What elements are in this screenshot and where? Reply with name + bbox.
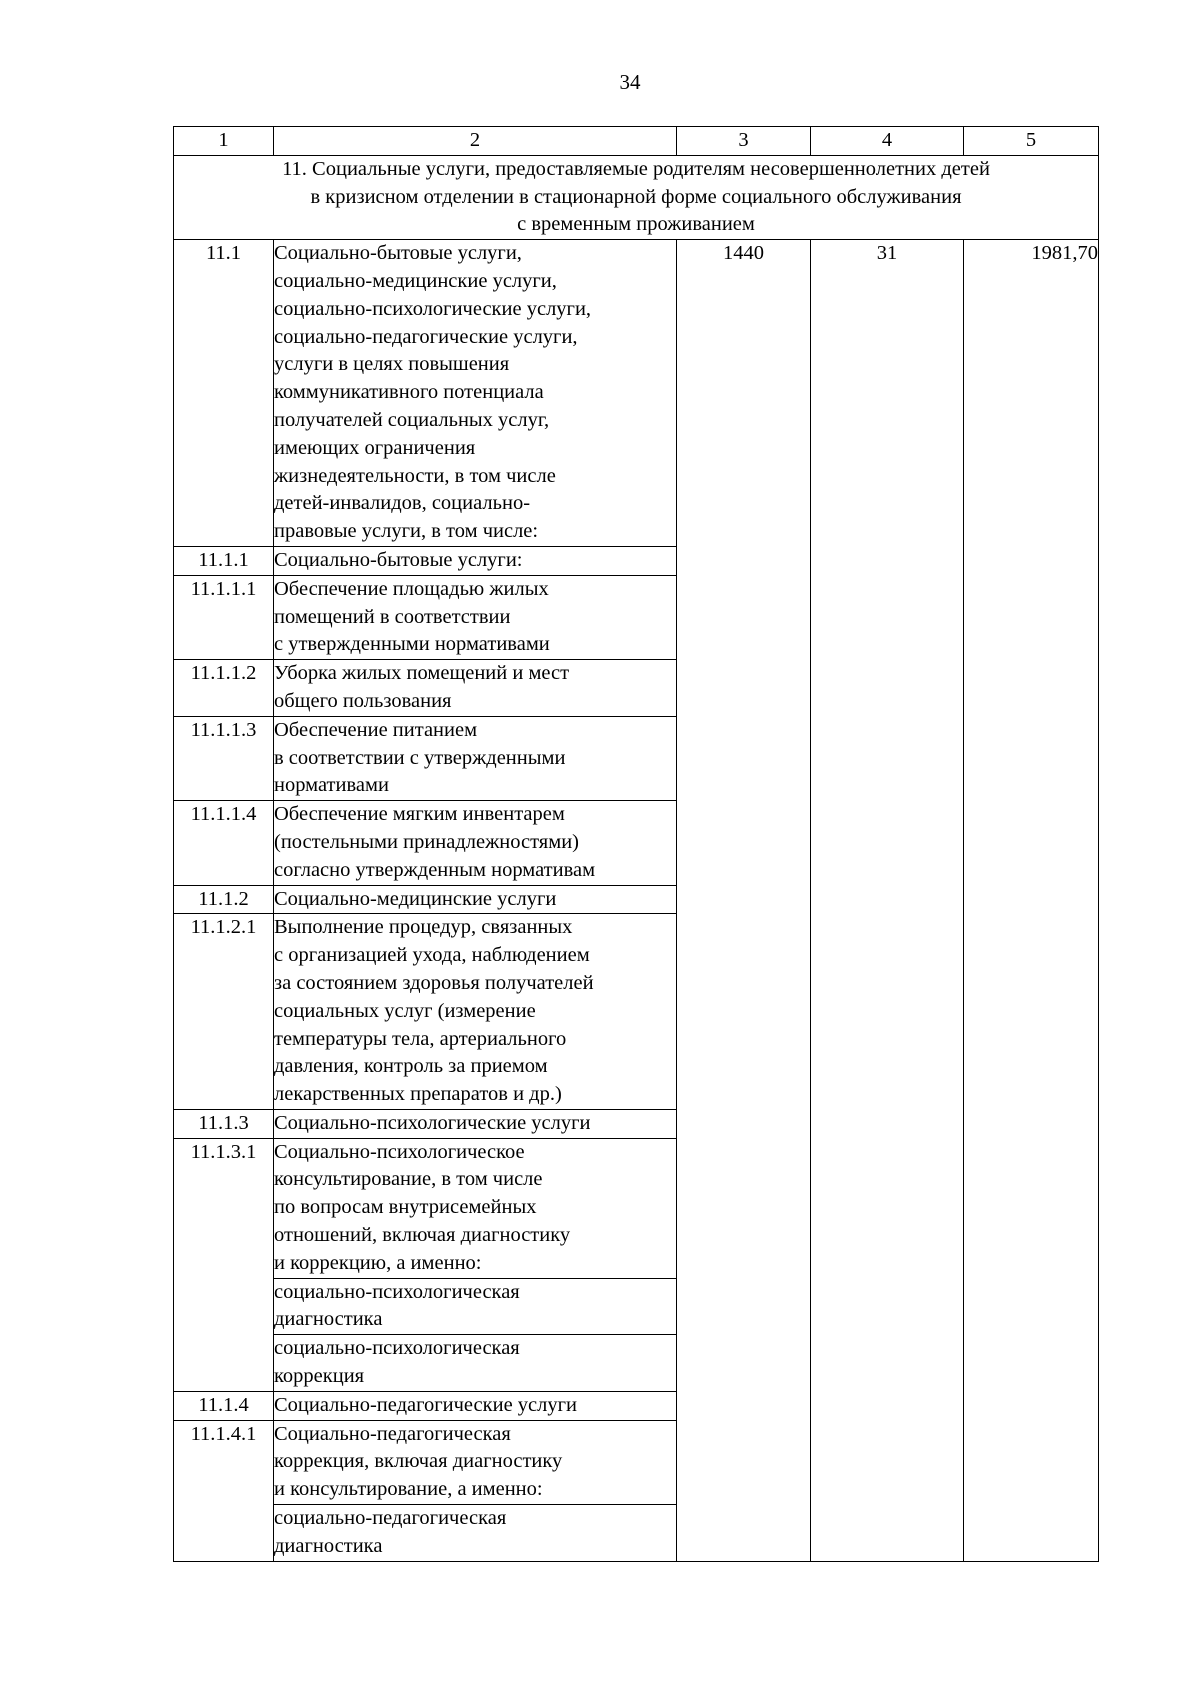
row-code: 11.1.1.3: [174, 716, 274, 800]
row-description: [274, 660, 677, 717]
description-line: температуры тела, артериального: [274, 1027, 567, 1050]
description-line: с утвержденными нормативами: [274, 633, 550, 656]
norm-value-cell: 1440: [677, 240, 811, 1561]
description-line: (постельными принадлежностями): [274, 830, 580, 853]
table-row: [174, 240, 1099, 547]
description-line: социальных услуг (измерение: [274, 999, 536, 1022]
header-col-5: 5: [964, 127, 1099, 156]
description-line: социально-психологическая: [274, 1337, 520, 1360]
row-code: 11.1.4.1: [174, 1420, 274, 1561]
row-description: [274, 1278, 677, 1335]
section-title-row: [174, 155, 1099, 239]
row-description: [274, 546, 677, 575]
row-code: 11.1.2: [174, 885, 274, 914]
header-col-3: 3: [677, 127, 811, 156]
description-line: и консультирование, а именно:: [274, 1478, 543, 1501]
row-description: [274, 1335, 677, 1392]
row-code: 11.1.1: [174, 546, 274, 575]
description-line: социально-педагогические услуги,: [274, 325, 578, 348]
row-description: [274, 801, 677, 885]
description-line: помещений в соответствии: [274, 605, 511, 628]
description-line: имеющих ограничения: [274, 436, 476, 459]
description-line: лекарственных препаратов и др.): [274, 1083, 562, 1106]
description-line: Социально-бытовые услуги,: [274, 242, 522, 265]
description-line: детей-инвалидов, социально-: [274, 492, 531, 515]
description-line: Выполнение процедур, связанных: [274, 916, 573, 939]
row-code: 11.1.1.4: [174, 801, 274, 885]
row-description: [274, 1391, 677, 1420]
description-line: Обеспечение мягким инвентарем: [274, 803, 565, 826]
description-line: жизнедеятельности, в том числе: [274, 464, 556, 487]
row-code: 11.1.2.1: [174, 914, 274, 1110]
description-line: нормативами: [274, 774, 389, 797]
description-line: за состоянием здоровья получателей: [274, 971, 594, 994]
row-description: [274, 240, 677, 547]
section-title-line: с временным проживанием: [517, 213, 755, 236]
row-code: 11.1.3.1: [174, 1138, 274, 1391]
description-line: Социально-бытовые услуги:: [274, 548, 523, 571]
row-code: 11.1.3: [174, 1109, 274, 1138]
description-line: получателей социальных услуг,: [274, 408, 550, 431]
description-line: Уборка жилых помещений и мест: [274, 662, 570, 685]
section-title-line: 11. Социальные услуги, предоставляемые родителям несовершеннолетних детей: [282, 157, 990, 180]
description-line: Социально-медицинские услуги: [274, 887, 557, 910]
description-line: Социально-психологические услуги: [274, 1111, 591, 1134]
page-number: 34: [619, 70, 641, 94]
description-line: Социально-педагогическая: [274, 1422, 511, 1445]
row-description: [274, 1109, 677, 1138]
header-col-1: 1: [174, 127, 274, 156]
description-line: Социально-психологическое: [274, 1140, 525, 1163]
row-description: [274, 716, 677, 800]
description-line: по вопросам внутрисемейных: [274, 1196, 537, 1219]
services-table: [173, 126, 1099, 1562]
description-line: услуги в целях повышения: [274, 353, 510, 376]
description-line: с организацией ухода, наблюдением: [274, 944, 590, 967]
description-line: давления, контроль за приемом: [274, 1055, 548, 1078]
description-line: коррекция: [274, 1365, 365, 1388]
description-line: социально-медицинские услуги,: [274, 269, 557, 292]
description-line: правовые услуги, в том числе:: [274, 520, 539, 543]
table-header-row: [174, 127, 1099, 156]
days-value-cell: 31: [811, 240, 964, 1561]
description-line: социально-педагогическая: [274, 1507, 507, 1530]
section-title-line: в кризисном отделении в стационарной форме социального обслуживания: [310, 185, 962, 208]
description-line: социально-психологические услуги,: [274, 297, 592, 320]
header-col-4: 4: [811, 127, 964, 156]
row-description: [274, 1420, 677, 1504]
description-line: диагностика: [274, 1308, 383, 1331]
section-title: [174, 155, 1099, 239]
description-line: коррекция, включая диагностику: [274, 1450, 563, 1473]
description-line: Обеспечение площадью жилых: [274, 577, 549, 600]
row-description: [274, 885, 677, 914]
description-line: социально-психологическая: [274, 1280, 520, 1303]
description-line: Социально-педагогические услуги: [274, 1393, 578, 1416]
row-code: 11.1.1.1: [174, 575, 274, 659]
description-line: и коррекцию, а именно:: [274, 1251, 482, 1274]
description-line: отношений, включая диагностику: [274, 1224, 571, 1247]
description-line: общего пользования: [274, 689, 452, 712]
description-line: диагностика: [274, 1534, 383, 1557]
row-code: 11.1.4: [174, 1391, 274, 1420]
row-description: [274, 1138, 677, 1278]
tariff-value-cell: 1981,70: [964, 240, 1099, 1561]
row-description: [274, 1505, 677, 1562]
row-code: 11.1: [174, 240, 274, 547]
description-line: консультирование, в том числе: [274, 1168, 543, 1191]
description-line: согласно утвержденным нормативам: [274, 858, 596, 881]
header-col-2: 2: [274, 127, 677, 156]
description-line: Обеспечение питанием: [274, 718, 478, 741]
description-line: в соответствии с утвержденными: [274, 746, 566, 769]
row-description: [274, 575, 677, 659]
row-code: 11.1.1.2: [174, 660, 274, 717]
row-description: [274, 914, 677, 1110]
description-line: коммуникативного потенциала: [274, 381, 544, 404]
